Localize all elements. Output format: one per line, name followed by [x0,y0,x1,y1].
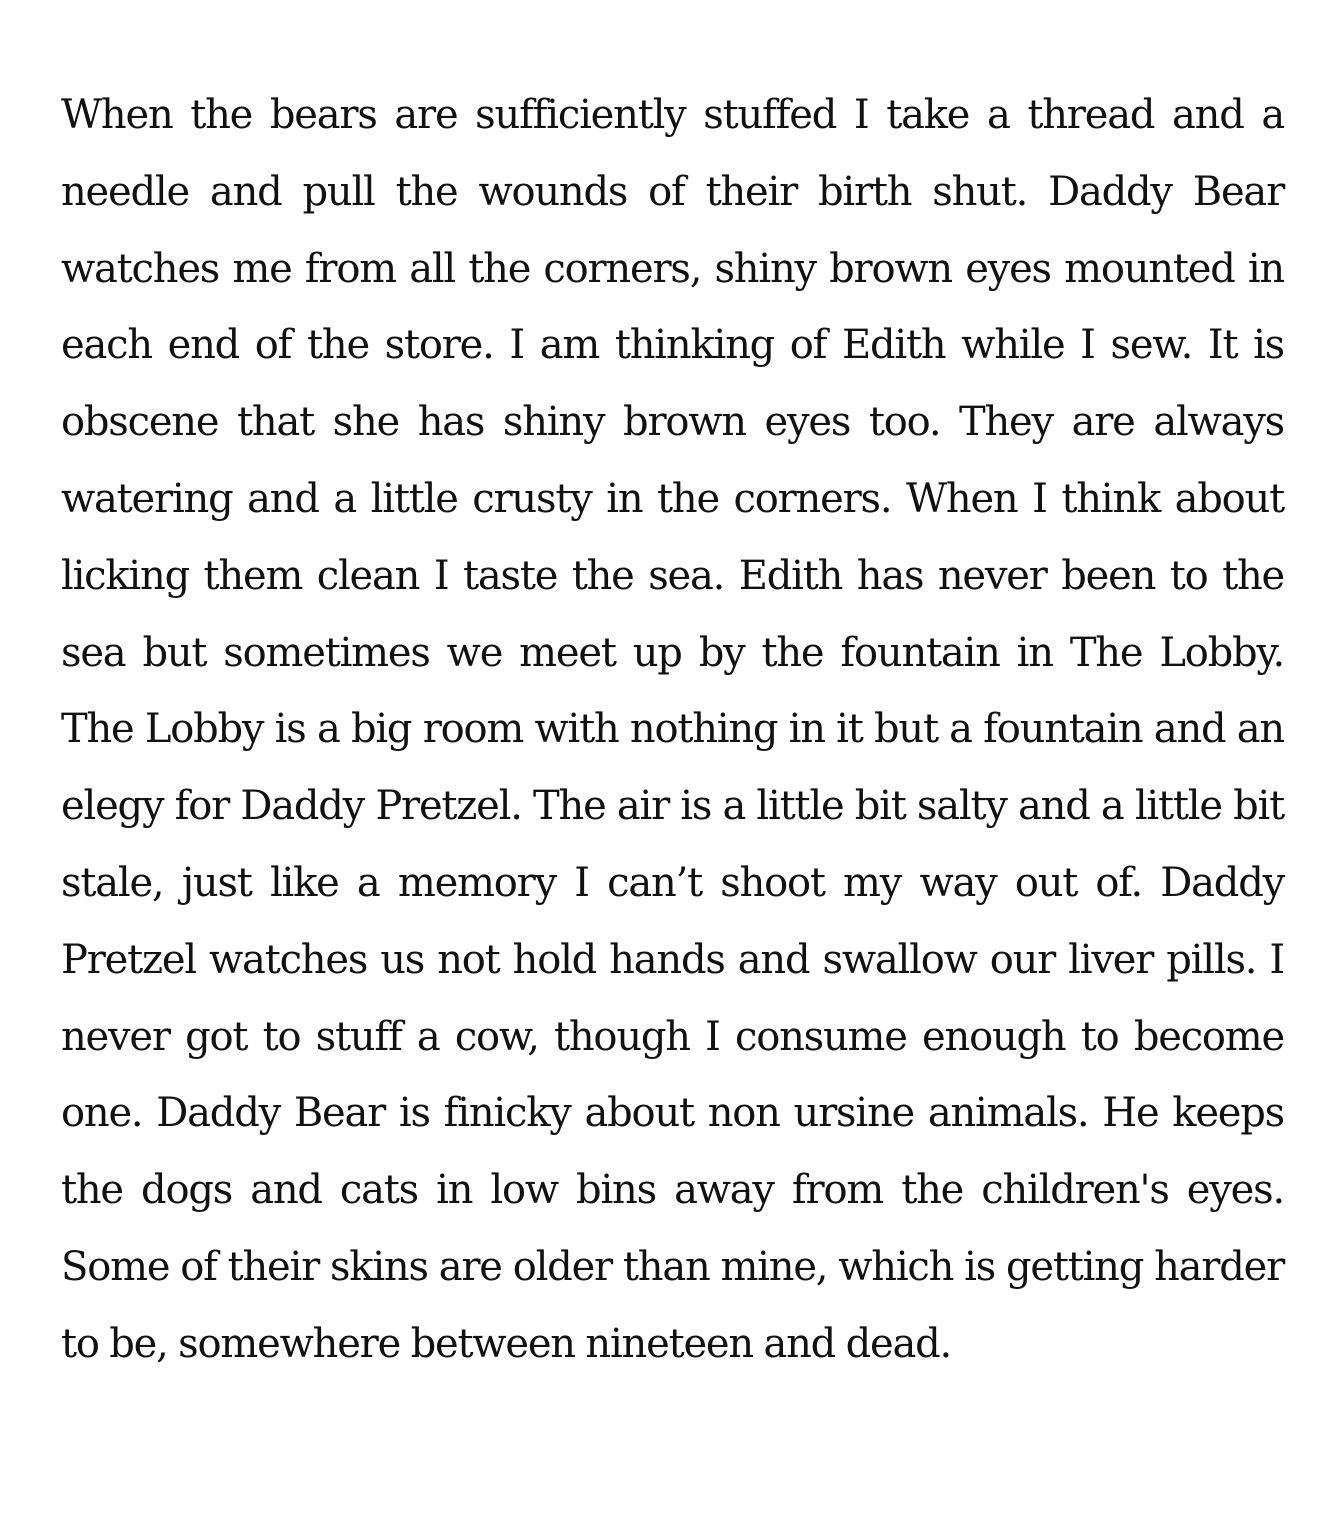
body-paragraph: When the bears are sufficiently stuffed I take a thread and a needle and pull the wounds of their birth shut. Daddy Bear watches me from all the corners, shiny brown eyes mounted in each end of the store. I am thinking of Edith while I sew. It is obscene that she has shiny brown eyes too. They are always watering and a little crusty in the corners. When I think about licking them clean I taste the sea. Edith has never been to the sea but sometimes we meet up by the fountain in The Lobby. The Lobby is a big room with nothing in it but a fountain and an elegy for Daddy Pretzel. The air is a little bit salty and a little bit stale, just like a memory I can’t shoot my way out of. Daddy Pretzel watches us not hold hands and swallow our liver pills. I never got to stuff a cow, though I consume enough to become one. Daddy Bear is finicky about non ursine animals. He keeps the dogs and cats in low bins away from the children's eyes. Some of their skins are older than mine, which is getting harder to be, somewhere between nineteen and dead. [61,92,1284,1367]
